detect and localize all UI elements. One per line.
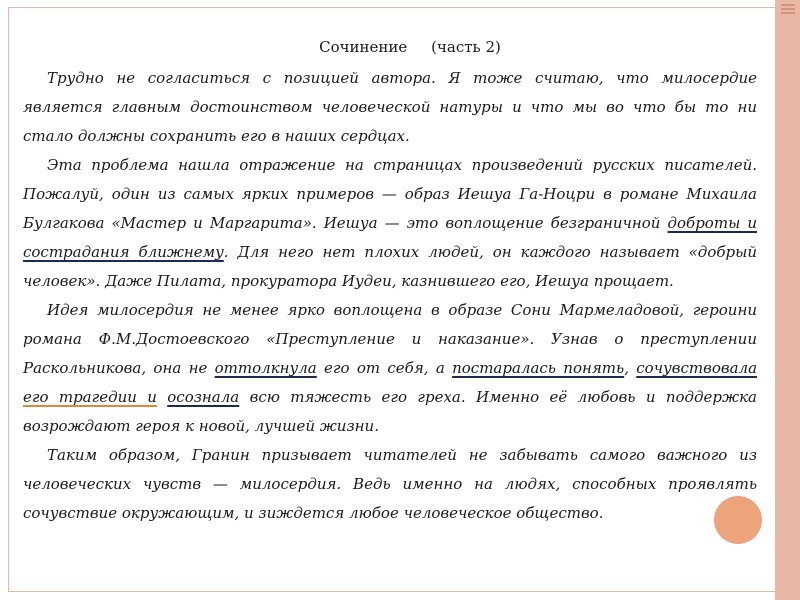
essay-content: [23, 36, 757, 528]
underlined-phrase: сочувствовала: [636, 359, 758, 377]
essay-body: [23, 64, 757, 528]
text-segment: Таким образом, Гранин призывает читателей не забывать самого важного из человеческих чувств — милосердия. Ведь именно на людях, способных проявлять сочувствие окружающим, и зиждется любое человеческое общество.: [23, 446, 757, 522]
text-segment: Эта проблема нашла отражение на страницах произведений русских писателей. Пожалуй, один из самых ярких примеров — образ Иешуа Га-Ноцри в романе Михаила Булгакова «Мастер и Маргарита». Иешуа — это воплощение безграничной: [23, 156, 757, 232]
text-segment: всю тяжесть его греха. Именно её любовь и поддержка возрождают героя к новой, лучшей жизни.: [23, 388, 757, 435]
essay-paragraph: [23, 151, 757, 296]
text-segment: [157, 388, 167, 406]
essay-paragraph: [23, 296, 757, 441]
essay-paragraph: [23, 441, 757, 528]
text-segment: его от себя, а: [316, 359, 453, 377]
underlined-phrase: оттолкнула: [214, 359, 317, 377]
underlined-phrase: постаралась понять: [452, 359, 625, 377]
text-segment: . Для него нет плохих людей, он каждого называет «добрый человек». Даже Пилата, прокуратора Иудеи, казнившего его, Иешуа прощает.: [23, 243, 757, 290]
underlined-phrase: осознала: [167, 388, 240, 406]
text-segment: ,: [624, 359, 637, 377]
text-segment: Трудно не согласиться с позицией автора. Я тоже считаю, что милосердие является главным достоинством человеческой натуры и что мы во что бы то ни стало должны сохранить его в наших сердцах.: [23, 69, 757, 145]
text-segment: Идея милосердия не менее ярко воплощена в образе Сони Мармеладовой, героини романа Ф.М.Достоевского «Преступление и наказание». Узнав о преступлении Раскольникова, она не: [23, 301, 757, 377]
underlined-phrase: доброты и сострадания ближнему: [23, 214, 757, 261]
essay-paragraph: [23, 64, 757, 151]
underlined-phrase: его трагедии и: [23, 388, 157, 406]
corner-lines-icon: [781, 4, 795, 18]
essay-title: Сочинение (часть 2): [319, 38, 501, 56]
decorative-side-band: [775, 0, 800, 600]
